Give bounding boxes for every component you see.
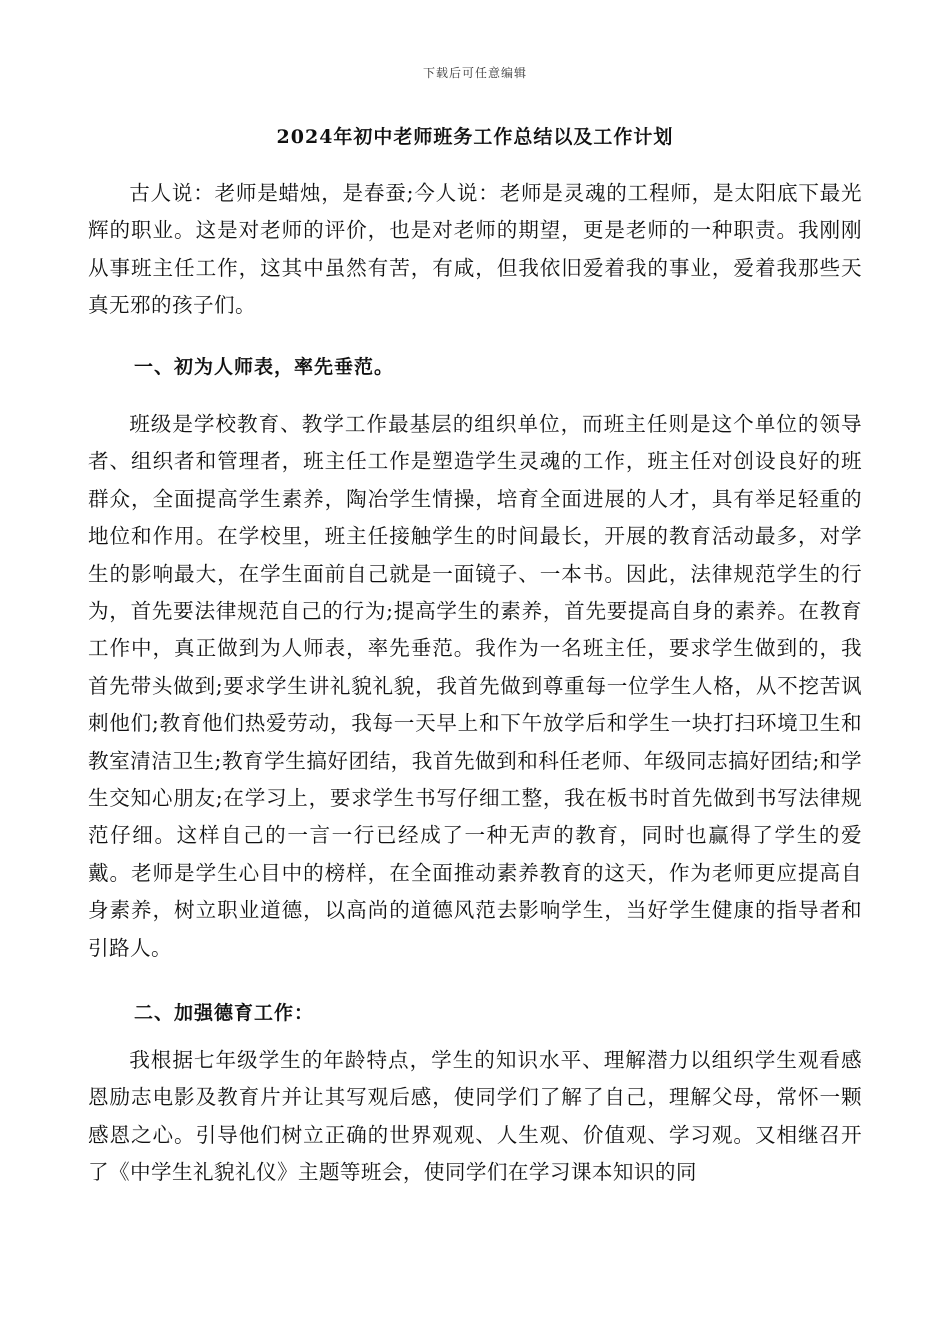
- section-paragraph-2: 我根据七年级学生的年龄特点，学生的知识水平、理解潜力以组织学生观看感恩励志电影及教育片并让其写观后感，使同学们了解了自己，理解父母，常怀一颗感恩之心。引导他们树立正确的世界观观、人生观、价值观、学习观。又相继召开了《中学生礼貌礼仪》主题等班会，使同学们在学习课本知识的同: [88, 1048, 862, 1185]
- section-heading-2: 二、加强德育工作：: [134, 1002, 315, 1024]
- intro-paragraph: 古人说：老师是蜡烛，是春蚕;今人说：老师是灵魂的工程师，是太阳底下最光辉的职业。这是对老师的评价，也是对老师的期望，更是老师的一种职责。我刚刚从事班主任工作，这其中虽然有苦，有咸，但我依旧爱着我的事业，爱着我那些天真无邪的孩子们。: [88, 181, 862, 318]
- section-paragraph-1: 班级是学校教育、教学工作最基层的组织单位，而班主任则是这个单位的领导者、组织者和管理者，班主任工作是塑造学生灵魂的工作，班主任对创设良好的班群众，全面提高学生素养，陶冶学生情操，培育全面进展的人才，具有举足轻重的地位和作用。在学校里，班主任接触学生的时间最长，开展的教育活动最多，对学生的影响最大，在学生面前自己就是一面镜子、一本书。因此，法律规范学生的行为，首先要法律规范自己的行为;提高学生的素养，首先要提高自身的素养。在教育工作中，真正做到为人师表，率先垂范。我作为一名班主任，要求学生做到的，我首先带头做到;要求学生讲礼貌礼貌，我首先做到尊重每一位学生人格，从不挖苦讽刺他们;教育他们热爱劳动，我每一天早上和下午放学后和学生一块打扫环境卫生和教室清洁卫生;教育学生搞好团结，我首先做到和科任老师、年级同志搞好团结;和学生交知心朋友;在学习上，要求学生书写仔细工整，我在板书时首先做到书写法律规范仔细。这样自己的一言一行已经成了一种无声的教育，同时也赢得了学生的爱戴。老师是学生心目中的榜样，在全面推动素养教育的这天，作为老师更应提高自身素养，树立职业道德，以高尚的道德风范去影响学生，当好学生健康的指导者和引路人。: [88, 412, 862, 960]
- section-heading-1: 一、初为人师表，率先垂范。: [134, 356, 395, 378]
- header-note: 下载后可任意编辑: [422, 66, 527, 80]
- document-title: 2024年初中老师班务工作总结以及工作计划: [276, 126, 674, 148]
